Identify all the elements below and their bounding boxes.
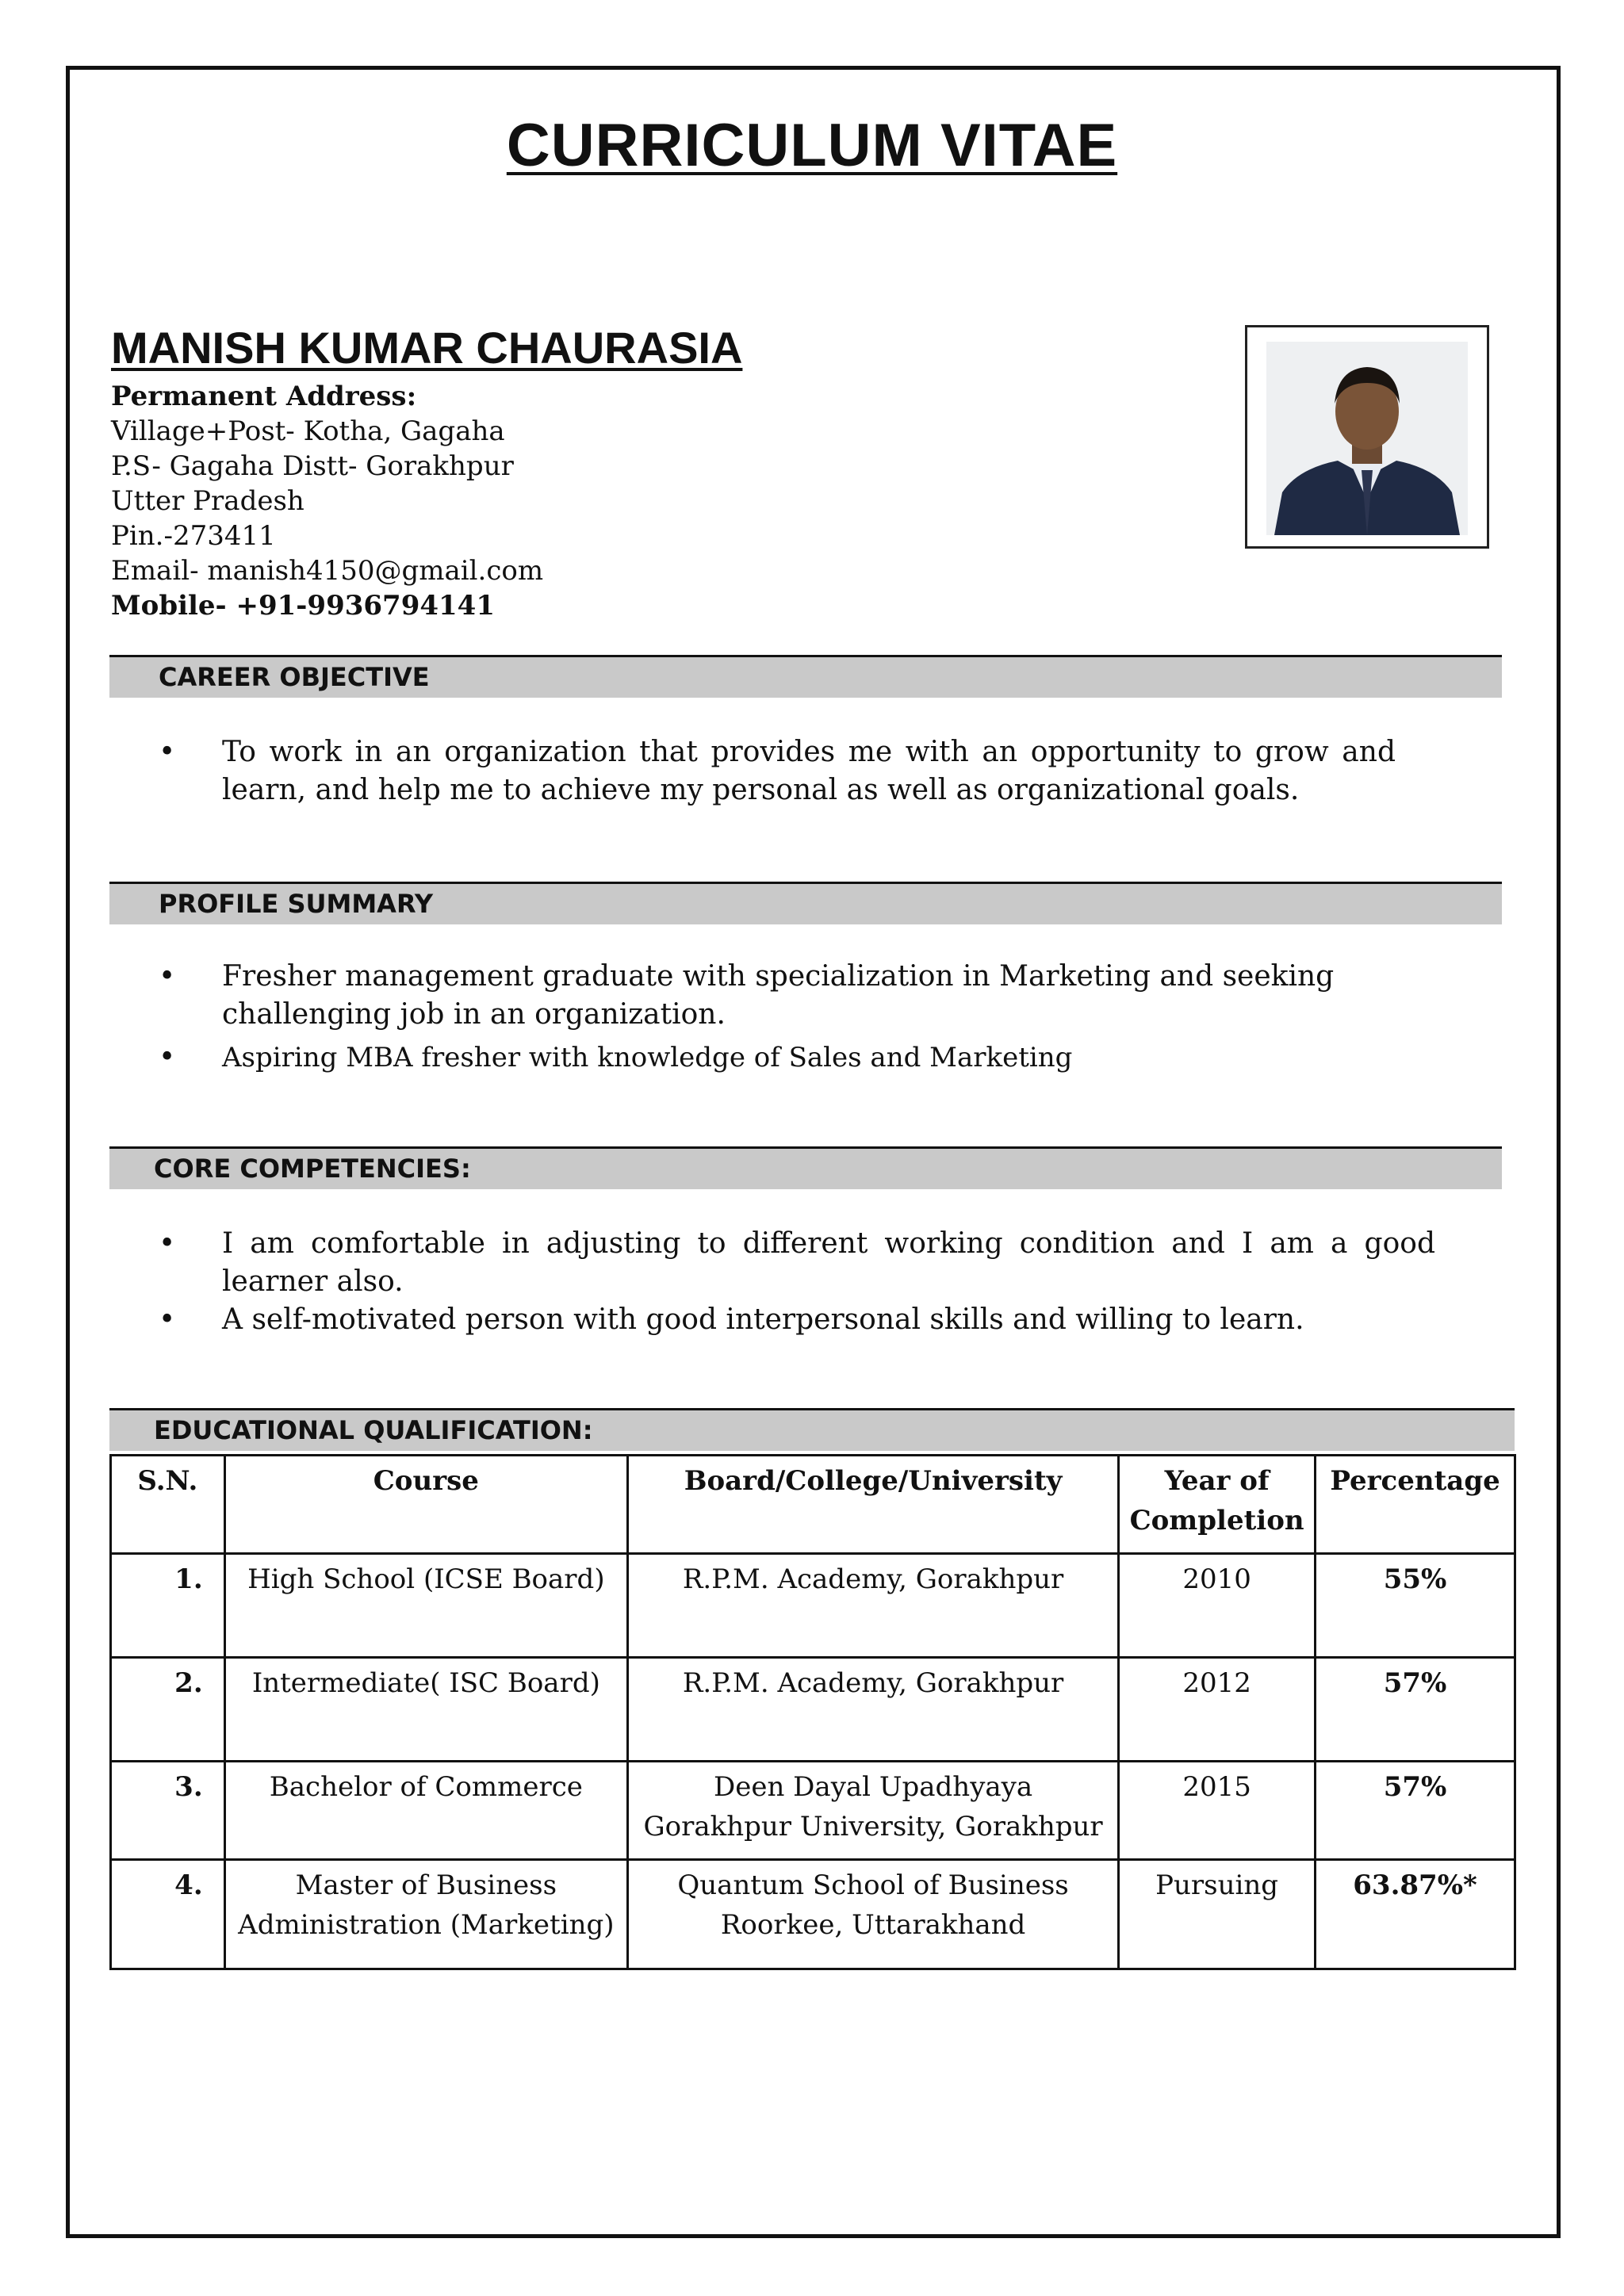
- cell-percentage: 57%: [1316, 1658, 1515, 1762]
- section-header-core-competencies: CORE COMPETENCIES:: [109, 1146, 1502, 1189]
- section-header-profile-summary: PROFILE SUMMARY: [109, 882, 1502, 924]
- cell-percentage: 55%: [1316, 1554, 1515, 1658]
- cell-course: Bachelor of Commerce: [224, 1762, 627, 1860]
- column-header: Year of Completion: [1119, 1456, 1316, 1554]
- section-header-career-objective: CAREER OBJECTIVE: [109, 655, 1502, 698]
- address-line: Utter Pradesh: [111, 485, 304, 517]
- cell-board: R.P.M. Academy, Gorakhpur: [628, 1554, 1119, 1658]
- address-line: P.S- Gagaha Distt- Gorakhpur: [111, 450, 514, 482]
- address-line: Village+Post- Kotha, Gagaha: [111, 415, 505, 447]
- cell-percentage: 57%: [1316, 1762, 1515, 1860]
- cell-board: R.P.M. Academy, Gorakhpur: [628, 1658, 1119, 1762]
- cell-sn: 1.: [111, 1554, 225, 1658]
- core-competencies-list: [159, 1225, 1435, 1339]
- cell-board: Deen Dayal Upadhyaya Gorakhpur University, Gorakhpur: [628, 1762, 1119, 1860]
- list-item: • Aspiring MBA fresher with knowledge of Sales and Marketing: [159, 1039, 1348, 1077]
- cell-sn: 3.: [111, 1762, 225, 1860]
- cell-course: Intermediate( ISC Board): [224, 1658, 627, 1762]
- table-header-row: [111, 1456, 1515, 1554]
- education-table: [109, 1454, 1516, 1970]
- section-header-education: EDUCATIONAL QUALIFICATION:: [109, 1408, 1515, 1451]
- cell-sn: 2.: [111, 1658, 225, 1762]
- table-row: [111, 1762, 1515, 1860]
- cell-year: 2010: [1119, 1554, 1316, 1658]
- list-item: • I am comfortable in adjusting to different working condition and I am a good learner also.: [159, 1225, 1435, 1301]
- cell-course: Master of Business Administration (Marketing): [224, 1860, 627, 1969]
- address-heading: Permanent Address:: [111, 381, 417, 412]
- cell-year: Pursuing: [1119, 1860, 1316, 1969]
- column-header: Board/College/University: [628, 1456, 1119, 1554]
- cell-sn: 4.: [111, 1860, 225, 1969]
- list-item: • A self-motivated person with good interpersonal skills and willing to learn.: [159, 1301, 1435, 1339]
- career-objective-list: [159, 733, 1396, 809]
- cell-year: 2015: [1119, 1762, 1316, 1860]
- candidate-name: MANISH KUMAR CHAURASIA: [111, 323, 743, 373]
- mobile: Mobile- +91-9936794141: [111, 590, 495, 622]
- list-item: • To work in an organization that provides me with an opportunity to grow and learn, and help me to achieve my personal as well as organizational goals.: [159, 733, 1396, 809]
- profile-photo: [1245, 325, 1489, 549]
- column-header: Course: [224, 1456, 627, 1554]
- email: Email- manish4150@gmail.com: [111, 555, 544, 587]
- cell-percentage: 63.87%*: [1316, 1860, 1515, 1969]
- portrait-image: [1266, 342, 1468, 535]
- column-header: Percentage: [1316, 1456, 1515, 1554]
- cell-course: High School (ICSE Board): [224, 1554, 627, 1658]
- table-row: [111, 1860, 1515, 1969]
- table-row: [111, 1554, 1515, 1658]
- column-header: S.N.: [111, 1456, 225, 1554]
- document-title: CURRICULUM VITAE: [506, 112, 1118, 179]
- list-item: • Fresher management graduate with specialization in Marketing and seeking challenging job in an organization.: [159, 958, 1348, 1034]
- cell-board: Quantum School of Business Roorkee, Uttarakhand: [628, 1860, 1119, 1969]
- table-row: [111, 1658, 1515, 1762]
- profile-summary-list: [159, 958, 1348, 1077]
- address-line: Pin.-273411: [111, 520, 276, 552]
- cell-year: 2012: [1119, 1658, 1316, 1762]
- contact-block: [111, 379, 543, 623]
